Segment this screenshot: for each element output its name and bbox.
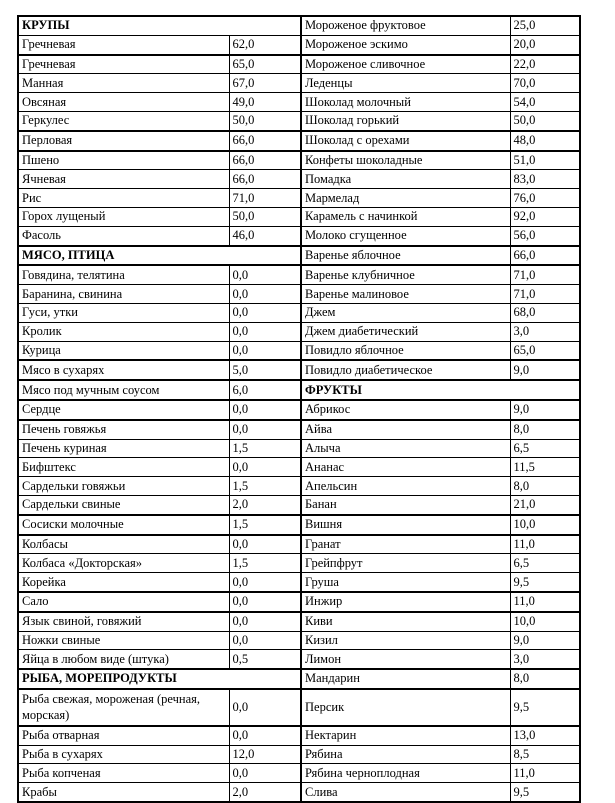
- glycemic-value: 8,5: [510, 745, 580, 764]
- table-row: [18, 783, 580, 802]
- product-name: Инжир: [301, 592, 510, 612]
- table-row: [18, 322, 580, 341]
- glycemic-value: 9,5: [510, 689, 580, 726]
- glycemic-value: 50,0: [229, 111, 301, 130]
- product-name: Ячневая: [18, 170, 229, 189]
- table-row: [18, 515, 580, 535]
- product-name: Шоколад горький: [301, 111, 510, 130]
- glycemic-value: 51,0: [510, 151, 580, 170]
- table-row: [18, 170, 580, 189]
- glycemic-value: 50,0: [510, 111, 580, 130]
- glycemic-value: 68,0: [510, 303, 580, 322]
- table-row: [18, 189, 580, 208]
- glycemic-value: 21,0: [510, 495, 580, 514]
- glycemic-value: 71,0: [510, 285, 580, 304]
- glycemic-value: 48,0: [510, 131, 580, 151]
- product-name: Карамель с начинкой: [301, 207, 510, 226]
- product-name: Колбасы: [18, 535, 229, 554]
- glycemic-value: 1,5: [229, 439, 301, 458]
- product-name: Джем: [301, 303, 510, 322]
- product-name: Баранина, свинина: [18, 285, 229, 304]
- glycemic-value: 65,0: [510, 341, 580, 360]
- product-name: Сардельки свиные: [18, 495, 229, 514]
- product-name: Мясо под мучным соусом: [18, 380, 229, 400]
- glycemic-value: 0,0: [229, 573, 301, 592]
- table-row: [18, 360, 580, 380]
- glycemic-value: 0,5: [229, 650, 301, 669]
- glycemic-value: 0,0: [229, 400, 301, 420]
- table-row: [18, 631, 580, 650]
- product-name: Рябина черноплодная: [301, 764, 510, 783]
- product-name: Мясо в сухарях: [18, 360, 229, 380]
- product-name: Варенье клубничное: [301, 265, 510, 284]
- product-name: Сардельки говяжьи: [18, 477, 229, 496]
- glycemic-value: 9,5: [510, 783, 580, 802]
- product-name: Печень говяжья: [18, 420, 229, 439]
- glycemic-value: 50,0: [229, 207, 301, 226]
- glycemic-value: 0,0: [229, 535, 301, 554]
- table-row: [18, 535, 580, 554]
- section-header: РЫБА, МОРЕПРОДУКТЫ: [18, 669, 301, 689]
- glycemic-value: 9,0: [510, 360, 580, 380]
- section-header: КРУПЫ: [18, 16, 301, 35]
- glycemic-value: 1,5: [229, 554, 301, 573]
- product-name: Сосиски молочные: [18, 515, 229, 535]
- table-row: [18, 764, 580, 783]
- product-name: Рыба в сухарях: [18, 745, 229, 764]
- table-row: [18, 55, 580, 74]
- glycemic-value: 66,0: [510, 246, 580, 266]
- product-name: Мороженое эскимо: [301, 35, 510, 54]
- table-row: [18, 689, 580, 726]
- glycemic-value: 8,0: [510, 477, 580, 496]
- product-name: Пшено: [18, 151, 229, 170]
- product-name: Мармелад: [301, 189, 510, 208]
- glycemic-value: 67,0: [229, 74, 301, 93]
- glycemic-value: 49,0: [229, 93, 301, 112]
- product-name: Кизил: [301, 631, 510, 650]
- product-name: Ананас: [301, 458, 510, 477]
- product-name: Сало: [18, 592, 229, 612]
- table-row: [18, 726, 580, 745]
- product-name: Мандарин: [301, 669, 510, 689]
- glycemic-value: 8,0: [510, 669, 580, 689]
- product-name: Кролик: [18, 322, 229, 341]
- glycemic-value: 25,0: [510, 16, 580, 35]
- glycemic-value: 0,0: [229, 265, 301, 284]
- product-name: Рябина: [301, 745, 510, 764]
- product-name: Киви: [301, 612, 510, 631]
- product-name: Помадка: [301, 170, 510, 189]
- product-name: Айва: [301, 420, 510, 439]
- table-row: [18, 458, 580, 477]
- product-name: Язык свиной, говяжий: [18, 612, 229, 631]
- glycemic-value: 54,0: [510, 93, 580, 112]
- table-row: [18, 131, 580, 151]
- glycemic-value: 92,0: [510, 207, 580, 226]
- product-name: Джем диабетический: [301, 322, 510, 341]
- glycemic-value: 0,0: [229, 764, 301, 783]
- product-name: Шоколад с орехами: [301, 131, 510, 151]
- glycemic-value: 5,0: [229, 360, 301, 380]
- product-name: Шоколад молочный: [301, 93, 510, 112]
- table-row: [18, 477, 580, 496]
- product-name: Яйца в любом виде (штука): [18, 650, 229, 669]
- glycemic-value: 6,5: [510, 554, 580, 573]
- product-name: Повидло яблочное: [301, 341, 510, 360]
- glycemic-value: 6,5: [510, 439, 580, 458]
- product-name: Перловая: [18, 131, 229, 151]
- product-name: Рыба копченая: [18, 764, 229, 783]
- table-row: [18, 35, 580, 54]
- product-name: Овсяная: [18, 93, 229, 112]
- table-row: [18, 341, 580, 360]
- glycemic-value: 83,0: [510, 170, 580, 189]
- glycemic-value: 0,0: [229, 458, 301, 477]
- glycemic-value: 0,0: [229, 341, 301, 360]
- product-name: Алыча: [301, 439, 510, 458]
- table-row: [18, 285, 580, 304]
- table-row: [18, 111, 580, 130]
- product-name: Грейпфрут: [301, 554, 510, 573]
- product-name: Вишня: [301, 515, 510, 535]
- glycemic-value: 70,0: [510, 74, 580, 93]
- product-name: Рыба отварная: [18, 726, 229, 745]
- product-name: Рис: [18, 189, 229, 208]
- product-name: Варенье малиновое: [301, 285, 510, 304]
- product-name: Леденцы: [301, 74, 510, 93]
- product-name: Варенье яблочное: [301, 246, 510, 266]
- glycemic-value: 9,0: [510, 400, 580, 420]
- table-row: [18, 303, 580, 322]
- product-name: Банан: [301, 495, 510, 514]
- section-header: ФРУКТЫ: [301, 380, 580, 400]
- table-row: [18, 439, 580, 458]
- glycemic-value: 0,0: [229, 322, 301, 341]
- table-row: [18, 669, 580, 689]
- product-name: Колбаса «Докторская»: [18, 554, 229, 573]
- glycemic-value: 0,0: [229, 592, 301, 612]
- glycemic-value: 66,0: [229, 131, 301, 151]
- glycemic-value: 11,0: [510, 592, 580, 612]
- table-row: [18, 207, 580, 226]
- glycemic-index-table: [17, 15, 581, 803]
- product-name: Горох лущеный: [18, 207, 229, 226]
- glycemic-value: 11,0: [510, 764, 580, 783]
- glycemic-value: 20,0: [510, 35, 580, 54]
- product-name: Мороженое фруктовое: [301, 16, 510, 35]
- table-row: [18, 265, 580, 284]
- glycemic-value: 0,0: [229, 612, 301, 631]
- product-name: Молоко сгущенное: [301, 226, 510, 245]
- product-name: Ножки свиные: [18, 631, 229, 650]
- table-row: [18, 420, 580, 439]
- glycemic-value: 3,0: [510, 650, 580, 669]
- product-name: Геркулес: [18, 111, 229, 130]
- product-name: Бифштекс: [18, 458, 229, 477]
- table-body: [18, 16, 580, 802]
- glycemic-value: 8,0: [510, 420, 580, 439]
- glycemic-value: 71,0: [510, 265, 580, 284]
- product-name: Рыба свежая, мороженая (речная, морская): [18, 689, 229, 726]
- table-row: [18, 745, 580, 764]
- glycemic-value: 1,5: [229, 515, 301, 535]
- glycemic-value: 2,0: [229, 783, 301, 802]
- table-row: [18, 612, 580, 631]
- glycemic-value: 66,0: [229, 151, 301, 170]
- product-name: Курица: [18, 341, 229, 360]
- product-name: Говядина, телятина: [18, 265, 229, 284]
- product-name: Сердце: [18, 400, 229, 420]
- glycemic-value: 10,0: [510, 612, 580, 631]
- product-name: Печень куриная: [18, 439, 229, 458]
- glycemic-value: 9,0: [510, 631, 580, 650]
- product-name: Лимон: [301, 650, 510, 669]
- glycemic-value: 10,0: [510, 515, 580, 535]
- product-name: Конфеты шоколадные: [301, 151, 510, 170]
- table-row: [18, 151, 580, 170]
- glycemic-value: 3,0: [510, 322, 580, 341]
- table-row: [18, 74, 580, 93]
- product-name: Гречневая: [18, 55, 229, 74]
- product-name: Повидло диабетическое: [301, 360, 510, 380]
- glycemic-value: 66,0: [229, 170, 301, 189]
- product-name: Абрикос: [301, 400, 510, 420]
- product-name: Гречневая: [18, 35, 229, 54]
- product-name: Персик: [301, 689, 510, 726]
- product-name: Мороженое сливочное: [301, 55, 510, 74]
- product-name: Манная: [18, 74, 229, 93]
- table-row: [18, 650, 580, 669]
- table-row: [18, 93, 580, 112]
- glycemic-value: 0,0: [229, 631, 301, 650]
- table-row: [18, 554, 580, 573]
- glycemic-value: 22,0: [510, 55, 580, 74]
- table-row: [18, 592, 580, 612]
- glycemic-value: 65,0: [229, 55, 301, 74]
- glycemic-value: 56,0: [510, 226, 580, 245]
- table-row: [18, 16, 580, 35]
- product-name: Крабы: [18, 783, 229, 802]
- product-name: Гранат: [301, 535, 510, 554]
- glycemic-value: 62,0: [229, 35, 301, 54]
- glycemic-value: 0,0: [229, 689, 301, 726]
- glycemic-value: 11,0: [510, 535, 580, 554]
- table-row: [18, 573, 580, 592]
- product-name: Апельсин: [301, 477, 510, 496]
- glycemic-value: 0,0: [229, 726, 301, 745]
- glycemic-value: 0,0: [229, 420, 301, 439]
- product-name: Груша: [301, 573, 510, 592]
- glycemic-value: 2,0: [229, 495, 301, 514]
- glycemic-value: 9,5: [510, 573, 580, 592]
- product-name: Фасоль: [18, 226, 229, 245]
- table-row: [18, 226, 580, 245]
- product-name: Нектарин: [301, 726, 510, 745]
- glycemic-value: 71,0: [229, 189, 301, 208]
- glycemic-value: 13,0: [510, 726, 580, 745]
- glycemic-value: 0,0: [229, 285, 301, 304]
- table-row: [18, 400, 580, 420]
- glycemic-value: 6,0: [229, 380, 301, 400]
- product-name: Гуси, утки: [18, 303, 229, 322]
- product-name: Слива: [301, 783, 510, 802]
- table-row: [18, 246, 580, 266]
- section-header: МЯСО, ПТИЦА: [18, 246, 301, 266]
- glycemic-value: 76,0: [510, 189, 580, 208]
- glycemic-value: 46,0: [229, 226, 301, 245]
- table-row: [18, 495, 580, 514]
- glycemic-value: 1,5: [229, 477, 301, 496]
- table-row: [18, 380, 580, 400]
- glycemic-value: 0,0: [229, 303, 301, 322]
- glycemic-value: 12,0: [229, 745, 301, 764]
- product-name: Корейка: [18, 573, 229, 592]
- glycemic-value: 11,5: [510, 458, 580, 477]
